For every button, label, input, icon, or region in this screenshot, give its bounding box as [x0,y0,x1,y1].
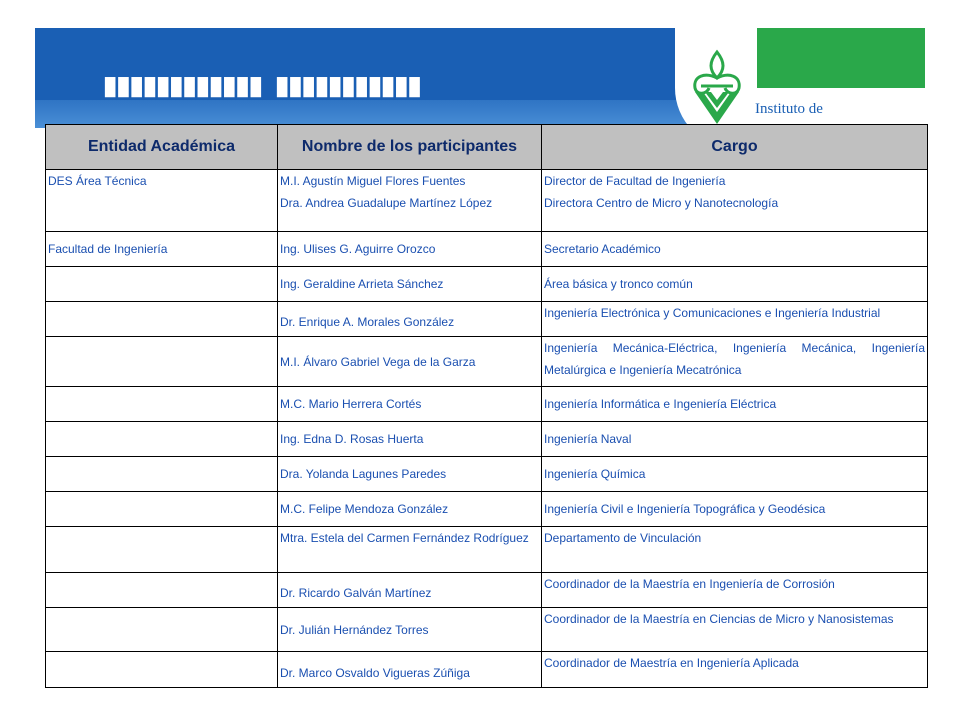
role-cell [542,422,928,457]
names-cell [278,492,542,527]
role-text: Coordinador de Maestría en Ingeniería Aplicada [544,656,799,670]
entity-cell [46,492,278,527]
entity-cell [46,527,278,573]
role-cell [542,387,928,422]
participant-name: Dr. Julián Hernández Torres [280,622,429,637]
entity-cell [46,170,278,232]
participant-name: Dra. Yolanda Lagunes Paredes [280,467,447,481]
table-row [46,302,928,337]
role-cell [542,457,928,492]
participant-name: M.C. Felipe Mendoza González [280,502,449,516]
entity-text: DES Área Técnica [48,174,147,188]
names-cell [278,608,542,652]
names-cell [278,337,542,387]
participant-name: Dr. Ricardo Galván Martínez [280,586,432,600]
participant-name: Dra. Andrea Guadalupe Martínez López [280,196,493,210]
role-cell [542,608,928,652]
names-cell [278,422,542,457]
role-text: Área básica y tronco común [544,277,693,291]
table-row [46,492,928,527]
institute-label: Instituto de [755,101,823,117]
participants-table [45,124,928,688]
names-cell [278,527,542,573]
participant-name: M.C. Mario Herrera Cortés [280,397,422,411]
table-row [46,267,928,302]
table-row [46,573,928,608]
role-text: Ingeniería Mecánica-Eléctrica, Ingeniería Mecánica, Ingeniería Metalúrgica e Ingeniería Mecatrónica [544,341,925,377]
participant-name: M.I. Álvaro Gabriel Vega de la Garza [280,354,476,369]
names-cell [278,302,542,337]
names-cell [278,652,542,688]
role-cell [542,267,928,302]
role-text: Directora Centro de Micro y Nanotecnología [544,196,779,210]
names-cell [278,457,542,492]
table-row [46,422,928,457]
entity-cell [46,232,278,267]
banner-title: ████████████ ███████████ [105,78,423,98]
table-row [46,387,928,422]
table-row [46,337,928,387]
names-cell [278,267,542,302]
table-header-row [46,125,928,170]
names-cell [278,232,542,267]
entity-cell [46,573,278,608]
role-text: Ingeniería Civil e Ingeniería Topográfica y Geodésica [544,502,826,516]
role-cell [542,337,928,387]
participant-name: Ing. Ulises G. Aguirre Orozco [280,242,436,256]
table-row [46,527,928,573]
role-cell [542,302,928,337]
role-text: Ingeniería Electrónica y Comunicaciones e Ingeniería Industrial [544,306,881,320]
role-text: Secretario Académico [544,242,661,256]
entity-cell [46,608,278,652]
participant-name: M.I. Agustín Miguel Flores Fuentes [280,174,466,188]
role-cell [542,170,928,232]
role-text: Coordinador de la Maestría en Ingeniería de Corrosión [544,577,835,591]
university-logo-icon [687,48,747,128]
role-cell [542,527,928,573]
names-cell [278,573,542,608]
role-text: Ingeniería Naval [544,432,632,446]
names-cell [278,170,542,232]
participant-name: Dr. Enrique A. Morales González [280,315,455,329]
role-cell [542,573,928,608]
table-row [46,457,928,492]
column-header-cargo: Cargo [542,125,928,170]
banner-green-corner [757,28,925,88]
header-banner [35,28,925,128]
table-row [46,652,928,688]
entity-cell [46,387,278,422]
entity-cell [46,652,278,688]
role-cell [542,492,928,527]
role-text: Departamento de Vinculación [544,531,702,545]
participant-name: Ing. Edna D. Rosas Huerta [280,432,424,446]
column-header-nombre: Nombre de los participantes [278,125,542,170]
table-row [46,608,928,652]
table-row [46,170,928,232]
role-text: Director de Facultad de Ingeniería [544,174,726,188]
column-header-entidad: Entidad Académica [46,125,278,170]
role-cell [542,232,928,267]
role-cell [542,652,928,688]
participant-name: Dr. Marco Osvaldo Vigueras Zúñiga [280,665,470,680]
participant-name: Ing. Geraldine Arrieta Sánchez [280,277,444,291]
role-text: Ingeniería Informática e Ingeniería Eléctrica [544,397,777,411]
names-cell [278,387,542,422]
entity-text: Facultad de Ingeniería [48,242,168,256]
participant-name: Mtra. Estela del Carmen Fernández Rodríguez [280,531,529,545]
entity-cell [46,302,278,337]
role-text: Coordinador de la Maestría en Ciencias de Micro y Nanosistemas [544,612,894,626]
entity-cell [46,457,278,492]
entity-cell [46,267,278,302]
role-text: Ingeniería Química [544,467,646,481]
entity-cell [46,422,278,457]
entity-cell [46,337,278,387]
table-row [46,232,928,267]
